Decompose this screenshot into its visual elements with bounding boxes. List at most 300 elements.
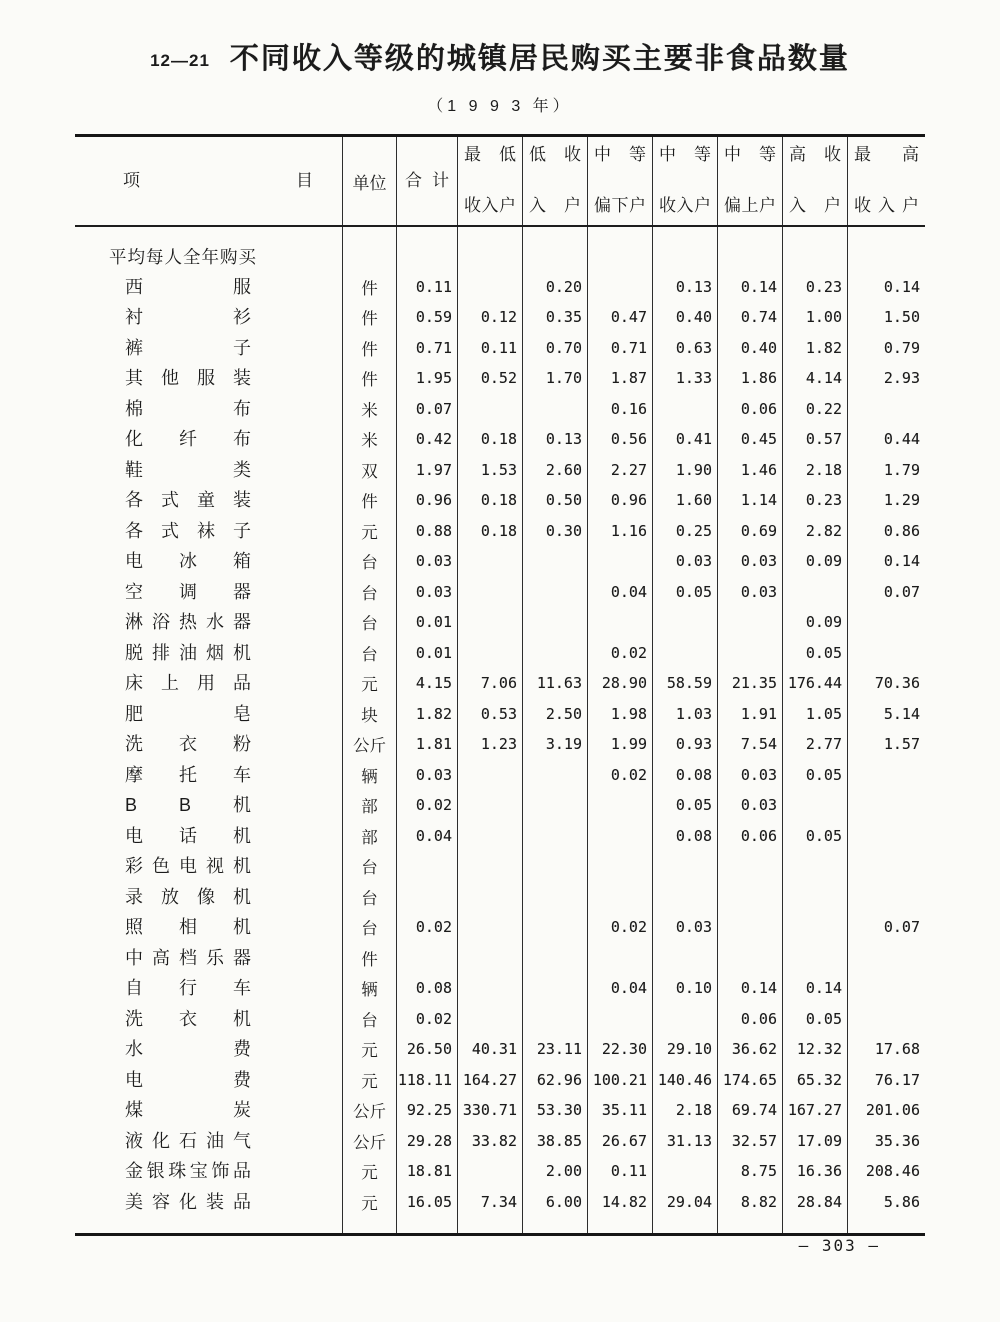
value-cell [783,973,848,1004]
value-cell [783,424,848,455]
table-number: 12—21 [150,51,210,70]
unit-cell-label: 辆 [361,981,378,1000]
item-cell [75,1156,343,1187]
header-group-top: 中等 [724,145,776,164]
value-cell [523,333,588,364]
value-cell [458,851,523,882]
empty-cell [588,241,653,272]
value-cell [523,485,588,516]
value-cell-label: 0.96 [610,491,647,510]
item-cell-label: 电话机 [125,825,251,846]
value-cell-label: 16.05 [406,1192,452,1211]
value-cell-label: 174.65 [722,1070,777,1089]
value-cell [458,1034,523,1065]
table-header [75,137,925,227]
value-cell [783,760,848,791]
value-cell [523,912,588,943]
value-cell-label: 0.14 [883,552,920,571]
item-cell-label: 脱排油烟机 [125,642,251,663]
item-cell [75,912,343,943]
table-row [75,1126,925,1157]
value-cell [397,546,458,577]
header-group-cell [458,137,523,225]
item-cell-label: 摩托车 [125,764,251,785]
value-cell [848,485,925,516]
unit-cell [343,851,397,882]
value-cell [848,1034,925,1065]
value-cell-label: 0.05 [805,1009,842,1028]
value-cell [783,333,848,364]
value-cell [588,851,653,882]
value-cell [848,1065,925,1096]
value-cell [653,363,718,394]
value-cell-label: 0.05 [805,765,842,784]
value-cell-label: 40.31 [471,1040,517,1059]
item-cell-label: 空调器 [125,581,251,602]
header-group-bottom: 收入户 [659,195,711,215]
title-line [0,36,1000,77]
item-cell [75,302,343,333]
unit-cell-label: 部 [361,798,378,817]
empty-cell [397,241,458,272]
value-cell [848,760,925,791]
unit-cell [343,516,397,547]
value-cell-label: 0.23 [805,491,842,510]
unit-cell-label: 件 [361,279,378,298]
unit-cell-label: 块 [361,706,378,725]
unit-cell-label: 双 [361,462,378,481]
table-row [75,363,925,394]
value-cell [783,1004,848,1035]
value-cell [653,272,718,303]
value-cell-label: 2.18 [675,1101,712,1120]
table-row [75,333,925,364]
item-cell [75,851,343,882]
unit-cell-label: 米 [361,432,378,451]
value-cell-label: 0.22 [805,399,842,418]
value-cell-label: 0.05 [675,582,712,601]
value-cell-label: 0.02 [610,918,647,937]
value-cell-label: 0.20 [545,277,582,296]
value-cell [783,1095,848,1126]
value-cell [848,821,925,852]
value-cell [523,607,588,638]
spacer-cell [75,1217,343,1233]
value-cell [718,912,783,943]
header-group-bottom: 收入户 [854,195,919,215]
value-cell-label: 7.06 [480,674,517,693]
item-cell [75,455,343,486]
value-cell-label: 29.04 [666,1192,712,1211]
item-cell-label: 自行车 [125,978,251,998]
spacer-cell [523,1217,588,1233]
spacer-cell [653,227,718,241]
value-cell-label: 1.33 [675,369,712,388]
value-cell [458,668,523,699]
value-cell [848,577,925,608]
value-cell [783,577,848,608]
empty-cell [718,241,783,272]
value-cell [523,546,588,577]
table-row [75,912,925,943]
unit-cell [343,302,397,333]
header-group-top: 中等 [659,145,711,164]
value-cell-label: 31.13 [666,1131,712,1150]
value-cell-label: 11.63 [536,674,582,693]
table-row [75,973,925,1004]
table-row [75,577,925,608]
value-cell-label: 0.09 [805,552,842,571]
table-row [75,1004,925,1035]
value-cell [458,272,523,303]
value-cell [783,1156,848,1187]
value-cell [718,790,783,821]
item-cell-label: 照相机 [125,917,251,937]
unit-cell-label: 公斤 [353,737,386,756]
value-cell-label: 0.07 [883,918,920,937]
value-cell-label: 0.86 [883,521,920,540]
value-cell [848,1156,925,1187]
spacer-row [75,227,925,241]
value-cell-label: 62.96 [536,1070,582,1089]
value-cell [783,394,848,425]
value-cell-label: 26.67 [601,1131,647,1150]
value-cell-label: 0.08 [675,826,712,845]
value-cell-label: 0.03 [415,582,452,601]
value-cell [718,394,783,425]
value-cell-label: 208.46 [865,1162,920,1181]
unit-cell-label: 件 [361,310,378,329]
value-cell [397,851,458,882]
value-cell [523,760,588,791]
value-cell [588,333,653,364]
value-cell-label: 16.36 [796,1162,842,1181]
value-cell [523,729,588,760]
value-cell-label: 32.57 [731,1131,777,1150]
value-cell-label: 36.62 [731,1040,777,1059]
value-cell [653,729,718,760]
value-cell [848,790,925,821]
value-cell-label: 12.32 [796,1040,842,1059]
item-cell [75,363,343,394]
empty-cell [653,241,718,272]
value-cell [523,638,588,669]
item-cell-label: 中高档乐器 [125,947,251,968]
spacer-cell [343,1217,397,1233]
spacer-cell [653,1217,718,1233]
value-cell [848,455,925,486]
value-cell [718,638,783,669]
value-cell [718,851,783,882]
value-cell-label: 0.03 [740,796,777,815]
unit-cell [343,973,397,1004]
value-cell [653,1187,718,1218]
value-cell [397,1065,458,1096]
unit-cell [343,272,397,303]
unit-cell [343,1095,397,1126]
value-cell [653,394,718,425]
value-cell [397,577,458,608]
empty-cell [458,241,523,272]
spacer-cell [458,227,523,241]
value-cell [848,516,925,547]
value-cell-label: 0.07 [883,582,920,601]
unit-cell-label: 元 [361,523,378,542]
item-cell [75,1065,343,1096]
value-cell-label: 35.11 [601,1101,647,1120]
item-cell [75,485,343,516]
item-cell [75,607,343,638]
unit-cell [343,424,397,455]
value-cell-label: 0.04 [610,979,647,998]
value-cell [783,699,848,730]
value-cell [397,394,458,425]
unit-cell-label: 公斤 [353,1133,386,1152]
value-cell-label: 1.70 [545,369,582,388]
table-row [75,1034,925,1065]
value-cell-label: 18.81 [406,1162,452,1181]
item-cell [75,1187,343,1218]
value-cell [588,455,653,486]
unit-cell-label: 公斤 [353,1103,386,1122]
value-cell [397,1004,458,1035]
section-cell-label: 平均每人全年购买 [109,246,257,267]
value-cell-label: 1.23 [480,735,517,754]
value-cell-label: 0.70 [545,338,582,357]
item-cell [75,760,343,791]
value-cell-label: 21.35 [731,674,777,693]
table-row [75,882,925,913]
value-cell [458,424,523,455]
value-cell [848,638,925,669]
value-cell [397,912,458,943]
table-row [75,424,925,455]
value-cell [458,546,523,577]
spacer-cell [588,1217,653,1233]
value-cell-label: 0.08 [675,765,712,784]
value-cell [718,882,783,913]
unit-cell-label: 台 [361,889,378,908]
value-cell-label: 2.60 [545,460,582,479]
value-cell-label: 0.45 [740,430,777,449]
value-cell [588,699,653,730]
table-row [75,1156,925,1187]
value-cell-label: 1.97 [415,460,452,479]
value-cell [523,668,588,699]
item-cell-label: 液化石油气 [125,1130,251,1151]
value-cell [458,1095,523,1126]
value-cell [848,607,925,638]
value-cell [588,272,653,303]
unit-cell-label: 件 [361,371,378,390]
value-cell [783,363,848,394]
value-cell-label: 5.14 [883,704,920,723]
value-cell [397,821,458,852]
unit-cell [343,1126,397,1157]
value-cell-label: 0.16 [610,399,647,418]
value-cell [523,363,588,394]
value-cell [653,760,718,791]
unit-cell [343,485,397,516]
page-number: — 303 — [798,1236,880,1255]
unit-cell [343,760,397,791]
value-cell [588,882,653,913]
page-subtitle: （1 9 9 3 年） [427,98,573,115]
value-cell-label: 1.05 [805,704,842,723]
spacer-cell [397,1217,458,1233]
value-cell [588,607,653,638]
value-cell-label: 0.53 [480,704,517,723]
unit-cell [343,668,397,699]
value-cell [783,1187,848,1218]
value-cell [458,821,523,852]
value-cell-label: 2.93 [883,369,920,388]
item-cell-label: 鞋类 [125,459,251,480]
value-cell-label: 140.46 [657,1070,712,1089]
item-cell-label: 化纤布 [125,429,251,449]
header-total-label: 合计 [405,171,449,191]
unit-cell [343,1065,397,1096]
value-cell [848,363,925,394]
value-cell-label: 0.12 [480,308,517,327]
value-cell-label: 1.50 [883,308,920,327]
spacer-cell [783,1217,848,1233]
value-cell-label: 1.79 [883,460,920,479]
value-cell-label: 53.30 [536,1101,582,1120]
value-cell [783,882,848,913]
value-cell [718,1187,783,1218]
spacer-cell [848,1217,925,1233]
value-cell [397,973,458,1004]
header-group-top: 中等 [594,145,646,164]
value-cell [397,1156,458,1187]
value-cell-label: 1.57 [883,735,920,754]
value-cell [523,943,588,974]
item-cell-label: 西服 [125,276,251,297]
value-cell-label: 0.02 [415,796,452,815]
value-cell [458,394,523,425]
spacer-cell [343,227,397,241]
item-cell-label: 美容化装品 [125,1191,251,1212]
value-cell [397,790,458,821]
value-cell-label: 0.01 [415,613,452,632]
value-cell-label: 1.81 [415,735,452,754]
unit-cell-label: 辆 [361,767,378,786]
value-cell [718,1004,783,1035]
value-cell [588,760,653,791]
value-cell [458,973,523,1004]
value-cell-label: 4.15 [415,674,452,693]
value-cell [653,1004,718,1035]
value-cell-label: 0.05 [675,796,712,815]
value-cell [588,1034,653,1065]
value-cell [397,333,458,364]
value-cell-label: 0.71 [610,338,647,357]
item-cell-label: 各式童装 [125,490,251,510]
item-cell [75,272,343,303]
spacer-cell [783,227,848,241]
page-title: 不同收入等级的城镇居民购买主要非食品数量 [229,43,850,75]
value-cell [397,1187,458,1218]
value-cell [783,729,848,760]
value-cell [653,1095,718,1126]
value-cell [458,912,523,943]
header-group-bottom: 偏下户 [594,195,646,215]
value-cell [458,455,523,486]
value-cell [397,1126,458,1157]
table-row [75,302,925,333]
value-cell [718,333,783,364]
table-row [75,943,925,974]
value-cell-label: 17.09 [796,1131,842,1150]
unit-cell-label: 台 [361,615,378,634]
value-cell-label: 0.11 [415,277,452,296]
item-cell-label: 棉布 [125,398,251,419]
unit-cell-label: 件 [361,340,378,359]
unit-cell-label: 元 [361,676,378,695]
value-cell [458,302,523,333]
value-cell [653,1126,718,1157]
value-cell [397,607,458,638]
table-row [75,790,925,821]
value-cell [397,1095,458,1126]
value-cell [588,1095,653,1126]
value-cell [588,394,653,425]
spacer-cell [718,1217,783,1233]
value-cell [458,1065,523,1096]
value-cell [848,668,925,699]
item-cell-label: 录放像机 [125,886,251,907]
value-cell [588,973,653,1004]
value-cell [653,821,718,852]
value-cell [783,790,848,821]
value-cell-label: 4.14 [805,369,842,388]
value-cell-label: 118.11 [397,1070,452,1089]
value-cell [848,699,925,730]
value-cell [718,1065,783,1096]
unit-cell [343,363,397,394]
unit-cell [343,333,397,364]
value-cell-label: 22.30 [601,1040,647,1059]
value-cell-label: 0.71 [415,338,452,357]
value-cell [588,790,653,821]
value-cell-label: 1.03 [675,704,712,723]
unit-cell-label: 元 [361,1072,378,1091]
value-cell [397,943,458,974]
value-cell-label: 0.47 [610,308,647,327]
unit-cell-label: 部 [361,828,378,847]
value-cell [783,485,848,516]
table-row [75,821,925,852]
unit-cell-label: 台 [361,645,378,664]
value-cell-label: 0.56 [610,430,647,449]
value-cell [523,1187,588,1218]
value-cell-label: 1.90 [675,460,712,479]
value-cell [523,973,588,1004]
value-cell-label: 0.01 [415,643,452,662]
empty-cell [343,241,397,272]
table-row [75,1187,925,1218]
value-cell [848,729,925,760]
unit-cell [343,943,397,974]
item-cell-label: 裤子 [125,337,251,358]
value-cell-label: 0.18 [480,491,517,510]
item-cell [75,424,343,455]
value-cell [848,302,925,333]
value-cell [588,1187,653,1218]
unit-cell-label: 台 [361,859,378,878]
header-group-cell [588,137,653,225]
